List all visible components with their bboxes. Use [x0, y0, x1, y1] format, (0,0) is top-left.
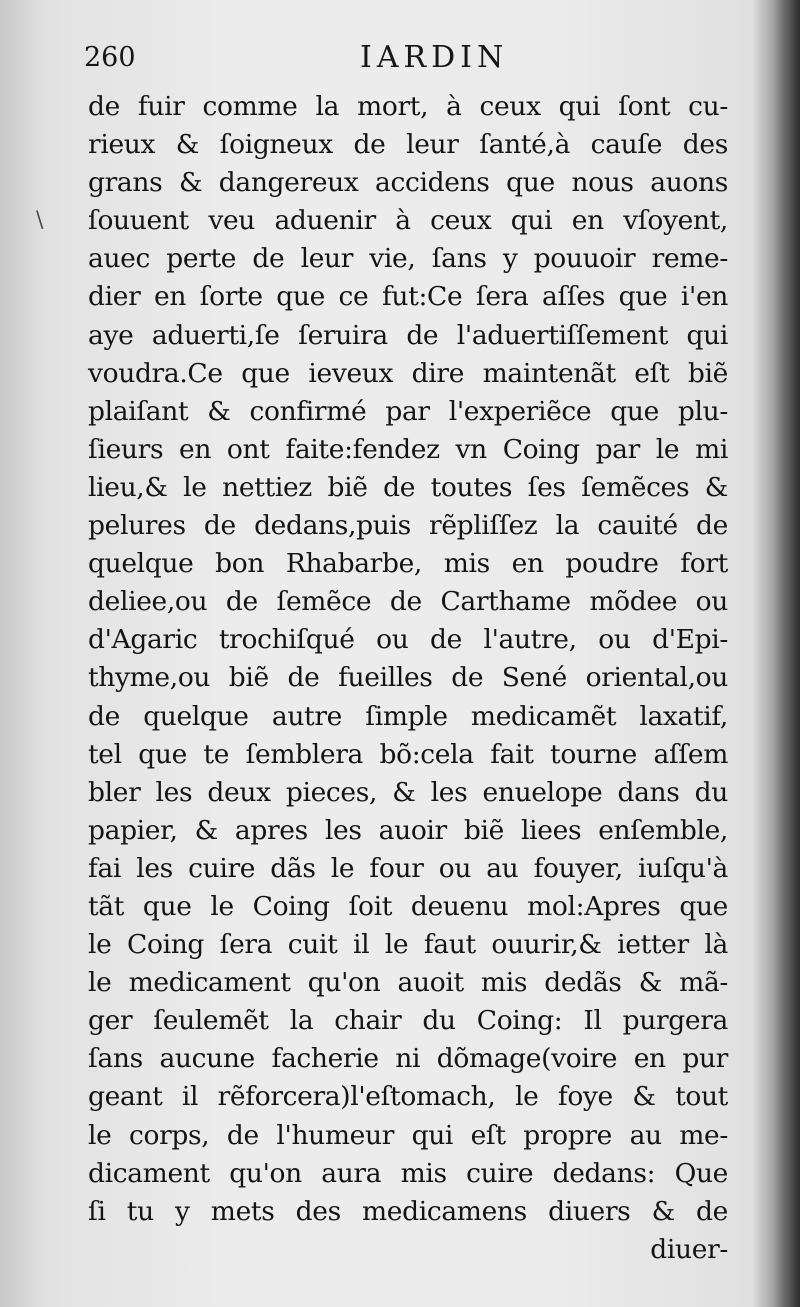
text-line: dicament qu'on aura mis cuire dedans: Que [88, 1157, 728, 1189]
page-header [84, 40, 724, 84]
body-text [88, 88, 728, 1269]
text-line: voudra.Ce que ieveux dire maintenãt eſt biẽ [88, 357, 728, 389]
text-line: le Coing ſera cuit il le faut ouurir,& ietter là [88, 929, 728, 961]
text-line: ger ſeulemẽt la chair du Coing: Il purgera [88, 1005, 728, 1037]
text-line: le corps, de l'humeur qui eſt propre au me- [88, 1119, 728, 1151]
text-line: deliee,ou de ſemẽce de Carthame mõdee ou [88, 586, 728, 618]
text-line: aye aduerti,ſe ſeruira de l'aduertiſſement qui [88, 319, 728, 351]
text-line: ſouuent veu aduenir à ceux qui en vſoyent, [88, 205, 728, 237]
margin-mark: \ [36, 208, 44, 233]
running-title: IARDIN [360, 40, 509, 75]
catchword: diuer- [650, 1233, 728, 1265]
text-line: pelures de dedans,puis rẽpliſſez la cauité de [88, 510, 728, 542]
text-line: thyme,ou biẽ de fueilles de Sené oriental,ou [88, 662, 728, 694]
text-line: tãt que le Coing ſoit deuenu mol:Apres que [88, 890, 728, 922]
text-line: ſieurs en ont faite:fendez vn Coing par le mi [88, 433, 728, 465]
text-line: geant il rẽforcera)l'eſtomach, le foye & tout [88, 1081, 728, 1113]
text-line: plaiſant & confirmé par l'experiẽce que plu- [88, 395, 728, 427]
text-line: ſans aucune facherie ni dõmage(voire en pur [88, 1043, 728, 1075]
text-line: fai les cuire dãs le four ou au fouyer, iuſqu'à [88, 852, 728, 884]
text-line: quelque bon Rhabarbe, mis en poudre fort [88, 548, 728, 580]
text-line: lieu,& le nettiez biẽ de toutes ſes ſemẽces & [88, 471, 728, 503]
text-line: ſi tu y mets des medicamens diuers & de [88, 1195, 728, 1227]
text-line: auec perte de leur vie, ſans y pouuoir reme- [88, 243, 728, 275]
text-line: grans & dangereux accidens que nous auons [88, 167, 728, 199]
text-line: bler les deux pieces, & les enuelope dans du [88, 776, 728, 808]
text-line: papier, & apres les auoir biẽ liees enſemble, [88, 814, 728, 846]
text-line: dier en ſorte que ce fut:Ce ſera aſſes que i'en [88, 281, 728, 313]
binding-gutter-shadow [774, 0, 800, 1307]
text-line: le medicament qu'on auoit mis dedãs & mã- [88, 967, 728, 999]
text-line: tel que te ſemblera bõ:cela fait tourne aſſem [88, 738, 728, 770]
text-line: de quelque autre ſimple medicamẽt laxatif, [88, 700, 728, 732]
text-line: de fuir comme la mort, à ceux qui ſont cu- [88, 91, 728, 122]
text-line: d'Agaric trochiſqué ou de l'autre, ou d'Epi- [88, 624, 728, 656]
page-number: 260 [84, 42, 136, 73]
text-line: rieux & ſoigneux de leur ſanté,à cauſe des [88, 129, 728, 161]
